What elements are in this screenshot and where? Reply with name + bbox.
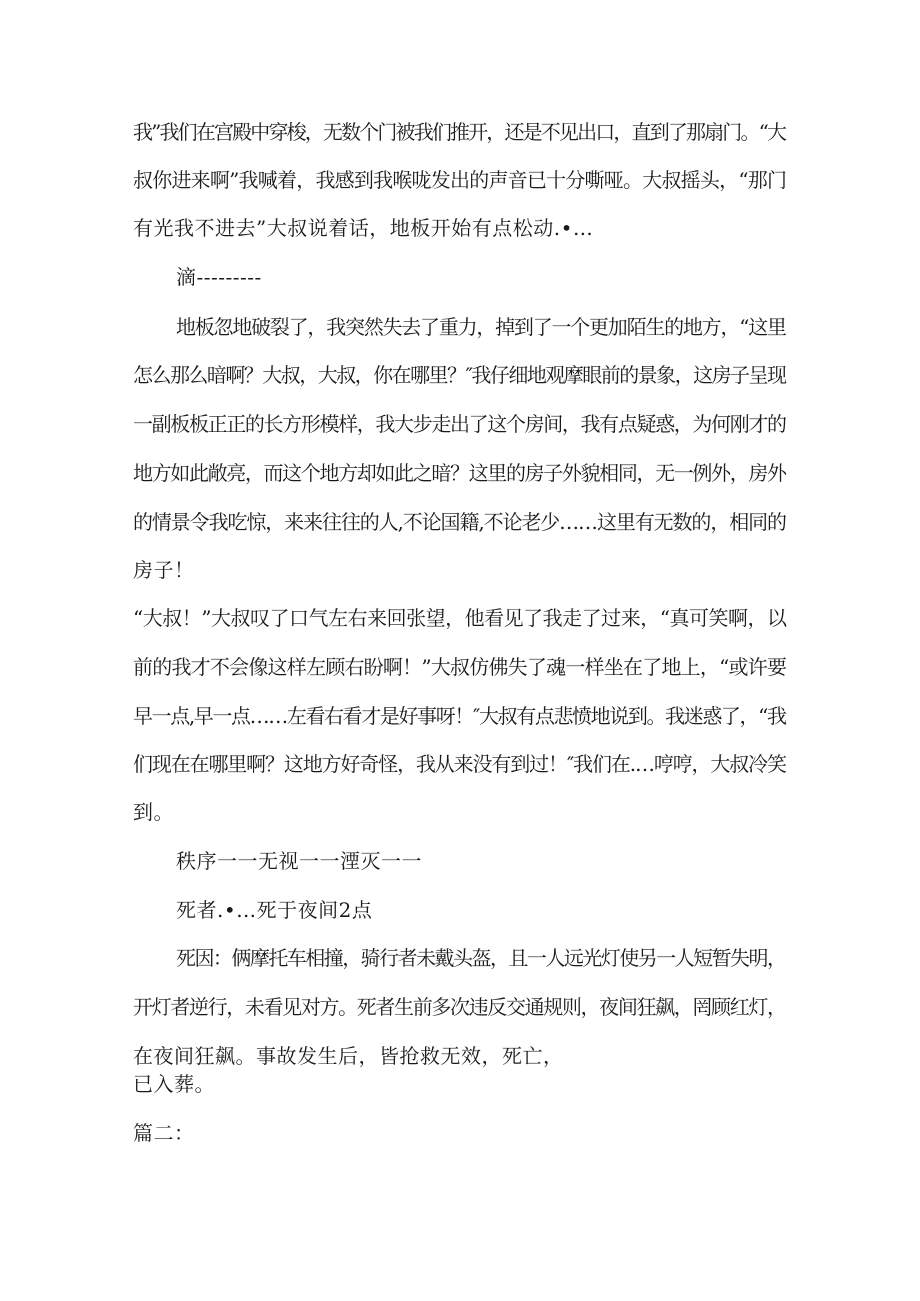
text-line: 的情景令我吃惊，来来往往的人,不论国籍,不论老少……这里有无数的，相同的 xyxy=(133,510,786,534)
text-line: 有光我不进去”大叔说着话，地板开始有点松动.•… xyxy=(133,216,594,240)
text-line: “大叔！”大叔叹了口气左右来回张望，他看见了我走了过来，“真可笑啊，以 xyxy=(133,606,787,630)
text-line: 早一点,早一点……左看右看才是好事呀！″大叔有点悲愤地说到。我迷惑了，“我 xyxy=(133,704,786,728)
text-line: 前的我才不会像这样左顾右盼啊！”大叔仿佛失了魂一样坐在了地上，“或许要 xyxy=(133,655,787,679)
text-line: 地方如此敞亮，而这个地方却如此之暗？这里的房子外貌相同，无一例外，房外 xyxy=(133,461,786,485)
text-line: 我”我们在宫殿中穿梭，无数个门被我们推开，还是不见出口，直到了那扇门。“大 xyxy=(133,120,786,144)
text-line: 怎么那么暗啊？大叔，大叔，你在哪里？″我仔细地观摩眼前的景象，这房子呈现 xyxy=(133,363,786,387)
text-line: 死者.•…死于夜间2点 xyxy=(176,898,373,922)
text-line: 地板忽地破裂了，我突然失去了重力，掉到了一个更加陌生的地方，“这里 xyxy=(176,315,786,339)
text-line: 滴--------- xyxy=(176,265,262,289)
text-line: 秩序一一无视一一湮灭一一 xyxy=(176,849,422,873)
text-line: 叔你进来啊”我喊着，我感到我喉咙发出的声音已十分嘶哑。大叔摇头，“那门 xyxy=(133,168,787,192)
text-line: 在夜间狂飙。事故发生后，皆抢救无效，死亡， xyxy=(133,1044,564,1068)
text-line: 一副板板正正的长方形模样，我大步走出了这个房间，我有点疑惑，为何刚才的 xyxy=(133,412,786,436)
text-line: 已入葬。 xyxy=(133,1072,215,1096)
section-heading: 篇二： xyxy=(133,1121,195,1145)
text-line: 到。 xyxy=(133,800,174,824)
text-line: 死因：俩摩托车相撞，骑行者未戴头盔，且一人远光灯使另一人短暂失明， xyxy=(176,946,786,970)
text-line: 开灯者逆行，未看见对方。死者生前多次违反交通规则，夜间狂飙，罔顾红灯， xyxy=(133,995,786,1019)
text-line: 们现在在哪里啊？这地方好奇怪，我从来没有到过！″我们在.…哼哼，大叔冷笑 xyxy=(133,752,786,776)
text-line: 房子！ xyxy=(133,558,195,582)
